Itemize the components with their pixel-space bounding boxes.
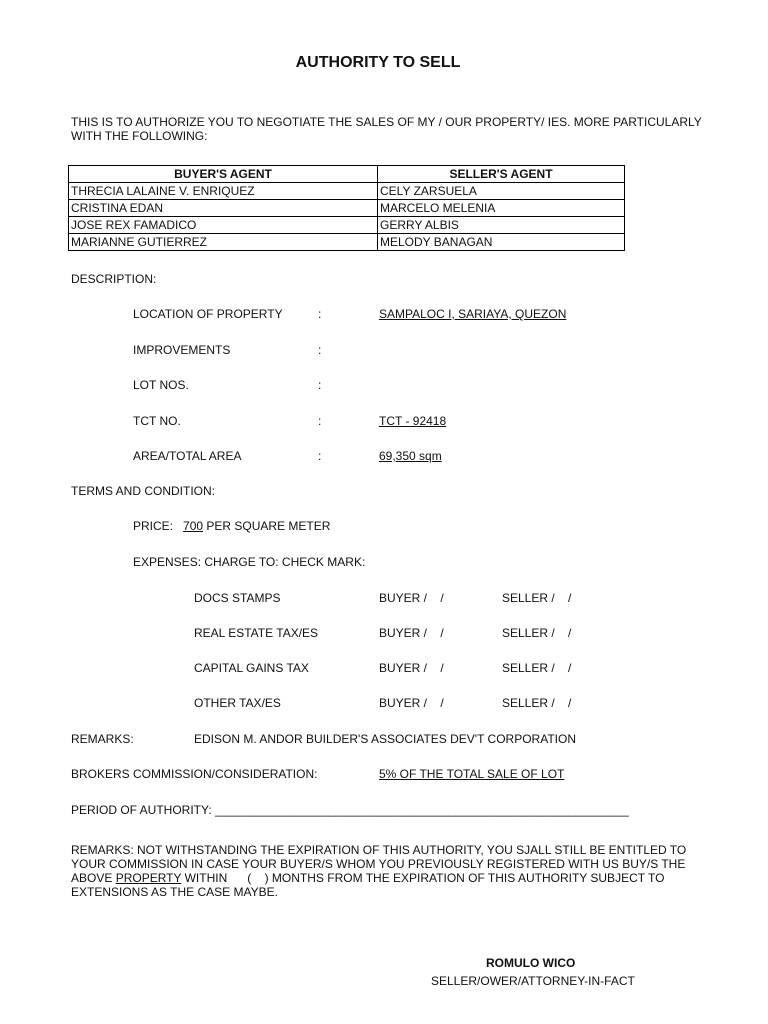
buyer-check: BUYER / / — [379, 661, 444, 675]
commission-value: 5% OF THE TOTAL SALE OF LOT — [379, 767, 565, 781]
period-line — [71, 803, 629, 817]
remarks-paragraph-part2: WITHIN ( ) MONTHS FROM THE EXPIRATION OF THIS AUTHORITY SUBJECT TO EXTENSIONS AS THE CASE MAYBE. — [71, 871, 668, 899]
area-value: 69,350 sqm — [379, 449, 442, 463]
price-label: PRICE: — [133, 519, 174, 533]
buyers-agent-cell: CRISTINA EDAN — [69, 200, 378, 217]
sellers-agent-cell: GERRY ALBIS — [378, 217, 625, 234]
expense-item: DOCS STAMPS — [194, 591, 281, 605]
sellers-agent-cell: MARCELO MELENIA — [378, 200, 625, 217]
buyer-check: BUYER / / — [379, 696, 444, 710]
remarks-paragraph-part1: REMARKS: NOT WITHSTANDING THE EXPIRATION OF THIS AUTHORITY, YOU SJALL STILL BE ENTITLED TO YOUR COMMISSION IN CASE YOUR BUYER/S WHOM YOU PREVIOUSLY REGISTERED WITH US BUY/S THE ABOVE — [71, 843, 687, 885]
buyers-agent-cell: JOSE REX FAMADICO — [69, 217, 378, 234]
terms-label: TERMS AND CONDITION: — [71, 484, 216, 498]
remarks-paragraph — [71, 843, 701, 899]
expense-item: REAL ESTATE TAX/ES — [194, 626, 319, 640]
table-row — [69, 217, 625, 234]
table-row — [69, 183, 625, 200]
intro-paragraph: THIS IS TO AUTHORIZE YOU TO NEGOTIATE THE SALES OF MY / OUR PROPERTY/ IES. MORE PARTICULARLY WITH THE FOLLOWING: — [71, 115, 702, 143]
location-value: SAMPALOC I, SARIAYA, QUEZON — [379, 307, 567, 321]
sellers-agent-cell: CELY ZARSUELA — [378, 183, 625, 200]
seller-check: SELLER / / — [502, 591, 572, 605]
period-label: PERIOD OF AUTHORITY: — [71, 803, 212, 817]
seller-check: SELLER / / — [502, 696, 572, 710]
signatory-role: SELLER/OWER/ATTORNEY-IN-FACT — [431, 974, 635, 988]
location-colon: : — [318, 307, 322, 321]
table-row — [69, 200, 625, 217]
expenses-label: EXPENSES: CHARGE TO: CHECK MARK: — [133, 555, 366, 569]
buyers-agent-header: BUYER'S AGENT — [69, 166, 378, 183]
remarks-value: EDISON M. ANDOR BUILDER'S ASSOCIATES DEV'T CORPORATION — [194, 732, 576, 746]
expense-item: OTHER TAX/ES — [194, 696, 281, 710]
price-line — [133, 519, 330, 533]
buyers-agent-cell: MARIANNE GUTIERREZ — [69, 234, 378, 251]
lot-nos-label: LOT NOS. — [133, 378, 189, 392]
seller-check: SELLER / / — [502, 626, 572, 640]
buyers-agent-cell: THRECIA LALAINE V. ENRIQUEZ — [69, 183, 378, 200]
price-unit: PER SQUARE METER — [206, 519, 331, 533]
location-label: LOCATION OF PROPERTY — [133, 307, 283, 321]
table-row — [69, 234, 625, 251]
document-title: AUTHORITY TO SELL — [295, 54, 461, 71]
buyer-check: BUYER / / — [379, 591, 444, 605]
tct-label: TCT NO. — [133, 414, 181, 428]
buyer-check: BUYER / / — [379, 626, 444, 640]
remarks-label: REMARKS: — [71, 732, 134, 746]
seller-check: SELLER / / — [502, 661, 572, 675]
price-amount: 700 — [183, 519, 204, 533]
signatory-name: ROMULO WICO — [486, 956, 576, 970]
improvements-label: IMPROVEMENTS — [133, 343, 231, 357]
area-label: AREA/TOTAL AREA — [133, 449, 242, 463]
expense-item: CAPITAL GAINS TAX — [194, 661, 309, 675]
sellers-agent-cell: MELODY BANAGAN — [378, 234, 625, 251]
period-blank: ______________________________________________________________ — [215, 803, 629, 817]
lot-nos-colon: : — [318, 378, 322, 392]
improvements-colon: : — [318, 343, 322, 357]
area-colon: : — [318, 449, 322, 463]
commission-label: BROKERS COMMISSION/CONSIDERATION: — [71, 767, 318, 781]
agents-table — [68, 165, 625, 251]
remarks-property-word: PROPERTY — [115, 871, 182, 885]
tct-colon: : — [318, 414, 322, 428]
table-header-row — [69, 166, 625, 183]
description-label: DESCRIPTION: — [71, 272, 157, 286]
sellers-agent-header: SELLER'S AGENT — [378, 166, 625, 183]
tct-value: TCT - 92418 — [379, 414, 447, 428]
